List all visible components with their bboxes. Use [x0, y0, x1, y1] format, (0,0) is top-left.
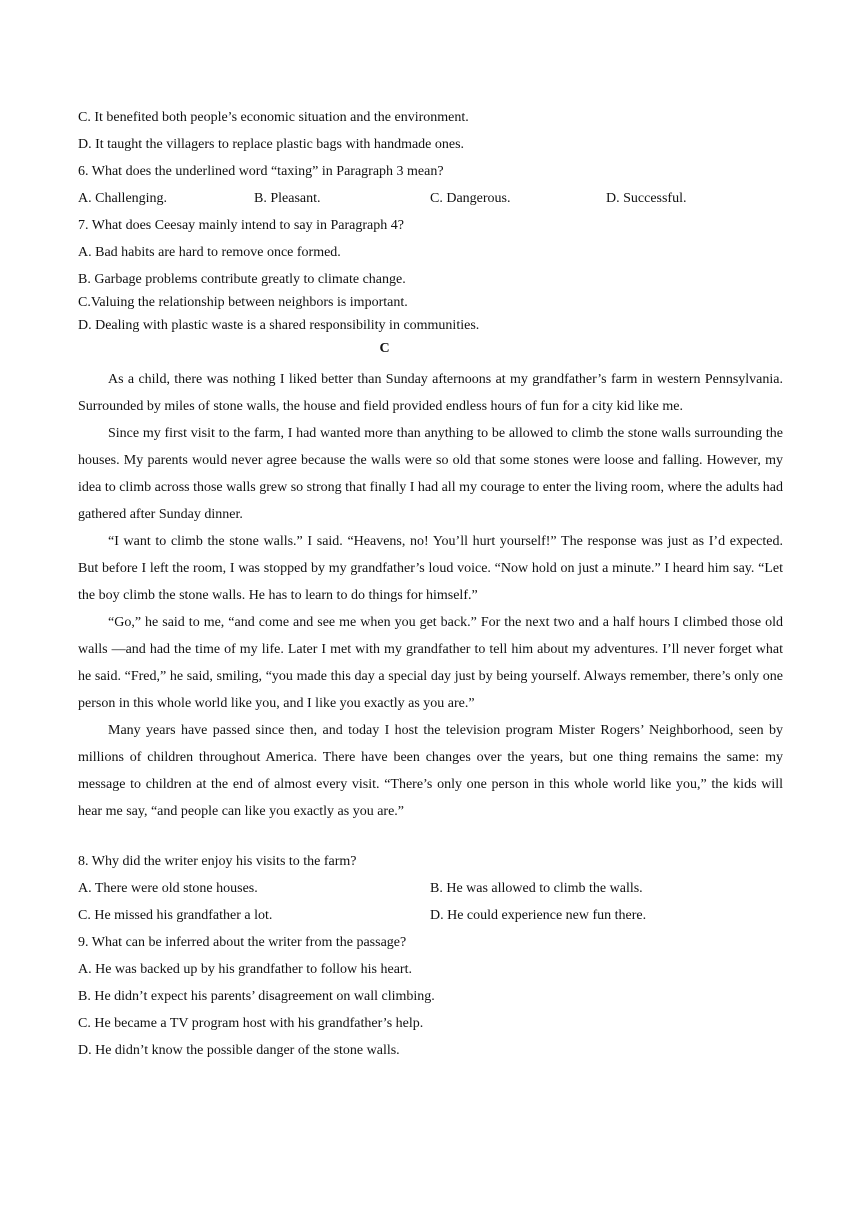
q9-option-d: D. He didn’t know the possible danger of the stone walls.	[78, 1043, 400, 1058]
q7-stem: 7. What does Ceesay mainly intend to say in Paragraph 4?	[78, 218, 404, 233]
q5-option-d: D. It taught the villagers to replace plastic bags with handmade ones.	[78, 137, 465, 152]
q8-option-c: C. He missed his grandfather a lot.	[78, 908, 273, 923]
q7-option-b: B. Garbage problems contribute greatly to climate change.	[78, 272, 406, 287]
q5-option-c: C. It benefited both people’s economic situation and the environment.	[78, 110, 469, 125]
passage-paragraph-2: Since my first visit to the farm, I had wanted more than anything to be allowed to climb the stone walls surrounding the houses. My parents would never agree because the walls were so old that some stones were loose and falling. However, my idea to climb across those walls grew so strong that finally I had all my courage to enter the living room, where the adults had gathered after Sunday dinner.	[78, 426, 783, 522]
q9-option-c: C. He became a TV program host with his grandfather’s help.	[78, 1016, 424, 1031]
passage-paragraph-3: “I want to climb the stone walls.” I said. “Heavens, no! You’ll hurt yourself!” The response was just as I’d expected. But before I left the room, I was stopped by my grandfather’s loud voice. “Now hold on just a minute.” I heard him say. “Let the boy climb the stone walls. He has to learn to do things for himself.”	[78, 534, 783, 603]
passage-paragraph-4: “Go,” he said to me, “and come and see me when you get back.” For the next two and a half hours I climbed those old walls —and had the time of my life. Later I met with my grandfather to tell him about my adventures. I’ll never forget what he said. “Fred,” he said, smiling, “you made this day a special day just by being yourself. Always remember, there’s only one person in this whole world like you, and I like you exactly as you are.”	[78, 615, 783, 711]
passage-paragraph-5: Many years have passed since then, and today I host the television program Mister Rogers’ Neighborhood, seen by millions of children throughout America. There have been changes over the years, but one thing remains the same: my message to children at the end of almost every visit. “There’s only one person in this whole world like you,” the kids will hear me say, “and people can like you exactly as you are.”	[78, 723, 783, 819]
q6-option-d: D. Successful.	[606, 191, 687, 206]
q7-option-d: D. Dealing with plastic waste is a shared responsibility in communities.	[78, 318, 480, 333]
q6-stem: 6. What does the underlined word “taxing” in Paragraph 3 mean?	[78, 164, 444, 179]
q9-stem: 9. What can be inferred about the writer from the passage?	[78, 935, 407, 950]
q6-option-c: C. Dangerous.	[430, 191, 511, 206]
passage-paragraph-1: As a child, there was nothing I liked better than Sunday afternoons at my grandfather’s farm in western Pennsylvania. Surrounded by miles of stone walls, the house and field provided endless hours of fun for a city kid like me.	[78, 372, 783, 414]
spacer	[78, 825, 783, 852]
q9-option-a: A. He was backed up by his grandfather to follow his heart.	[78, 962, 412, 977]
q8-option-b: B. He was allowed to climb the walls.	[430, 881, 643, 896]
q6-option-b: B. Pleasant.	[254, 191, 321, 206]
q8-options-row-1	[78, 879, 783, 906]
q6-options	[78, 189, 783, 216]
q9-option-b: B. He didn’t expect his parents’ disagreement on wall climbing.	[78, 989, 435, 1004]
q6-option-a: A. Challenging.	[78, 191, 168, 206]
q7-option-a: A. Bad habits are hard to remove once formed.	[78, 245, 341, 260]
q8-option-d: D. He could experience new fun there.	[430, 908, 647, 923]
q8-stem: 8. Why did the writer enjoy his visits to the farm?	[78, 854, 357, 869]
q8-options-row-2	[78, 906, 783, 933]
q8-option-a: A. There were old stone houses.	[78, 881, 258, 896]
q7-option-c: C.Valuing the relationship between neighbors is important.	[78, 295, 408, 310]
worksheet-page	[78, 108, 783, 1068]
section-c-heading: C	[379, 341, 390, 356]
